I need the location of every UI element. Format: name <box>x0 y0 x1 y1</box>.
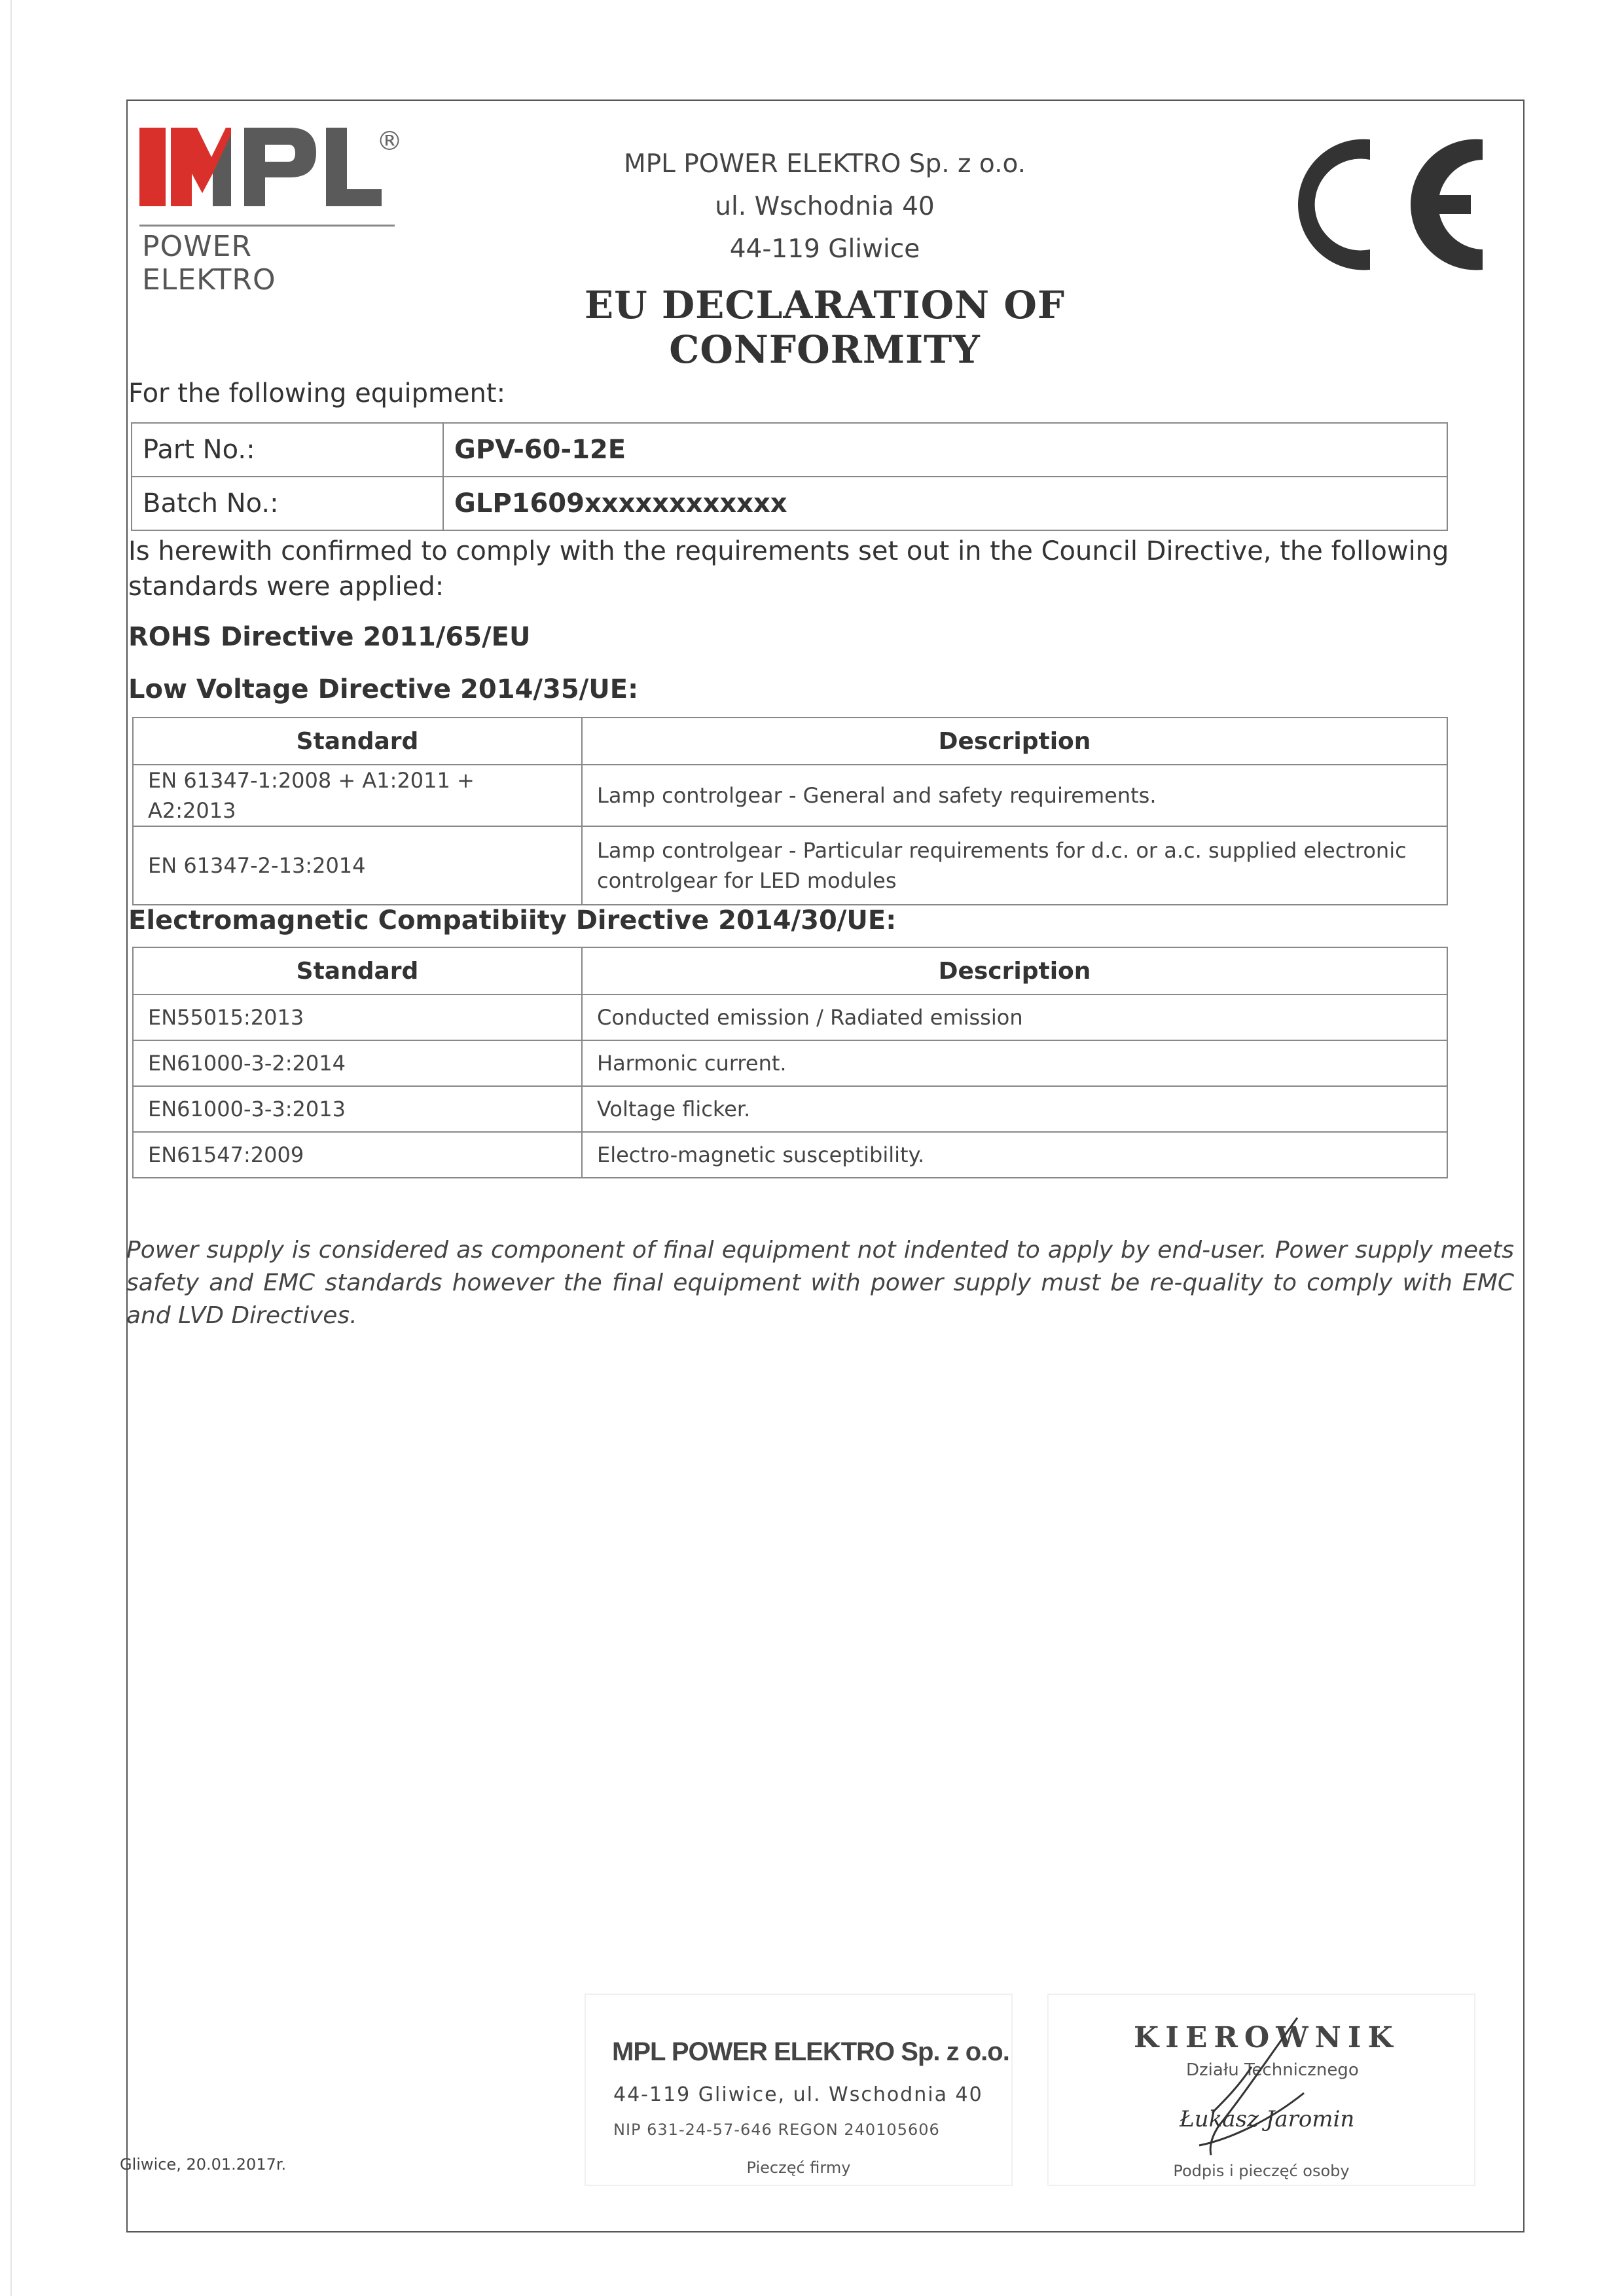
signature-block <box>1047 1994 1475 2186</box>
emc-standard-cell: EN61000-3-2:2014 <box>133 1040 582 1086</box>
company-stamp <box>585 1994 1013 2186</box>
logo-subtitle: POWER ELEKTRO <box>142 230 276 297</box>
scan-edge-line <box>10 0 12 2296</box>
logo-divider <box>139 225 395 227</box>
table-row <box>133 1086 1447 1132</box>
rohs-heading: ROHS Directive 2011/65/EU <box>128 622 531 652</box>
ce-mark-icon <box>1293 134 1489 275</box>
table-row <box>133 765 1447 826</box>
lvd-description-cell: Lamp controlgear - Particular requirements for d.c. or a.c. supplied electronic controlgear for LED modules <box>582 826 1447 905</box>
company-name: MPL POWER ELEKTRO Sp. z o.o. <box>623 149 1026 179</box>
emc-standard-cell: EN55015:2013 <box>133 994 582 1040</box>
company-street: ul. Wschodnia 40 <box>715 192 935 221</box>
lvd-heading: Low Voltage Directive 2014/35/UE: <box>128 674 639 704</box>
emc-standards-table <box>132 947 1448 1178</box>
lvd-description-cell: Lamp controlgear - General and safety requirements. <box>582 765 1447 826</box>
company-city: 44-119 Gliwice <box>729 234 920 264</box>
handwritten-signature-icon <box>1173 2014 1343 2165</box>
registered-mark: ® <box>376 126 403 156</box>
table-row <box>132 477 1447 530</box>
document-title: EU DECLARATION OF CONFORMITY <box>584 283 1066 372</box>
emc-heading: Electromagnetic Compatibiity Directive 2014/30/UE: <box>128 905 897 936</box>
batch-no-label: Batch No.: <box>132 477 443 530</box>
lvd-col-description: Description <box>582 718 1447 765</box>
batch-no-value: GLP1609xxxxxxxxxxxx <box>443 477 1447 530</box>
part-no-label: Part No.: <box>132 423 443 477</box>
place-date: Gliwice, 20.01.2017r. <box>120 2155 287 2174</box>
emc-standard-cell: EN61547:2009 <box>133 1132 582 1178</box>
emc-col-standard: Standard <box>133 947 582 994</box>
stamp-caption: Pieczęć firmy <box>746 2159 851 2177</box>
emc-description-cell: Voltage flicker. <box>582 1086 1447 1132</box>
table-row <box>133 1132 1447 1178</box>
table-header-row <box>133 947 1447 994</box>
table-row <box>132 423 1447 477</box>
signature-name: Łukasz Jaromin <box>1180 2106 1355 2132</box>
signature-department: Działu Technicznego <box>1186 2060 1359 2080</box>
lvd-standards-table <box>132 717 1448 905</box>
emc-col-description: Description <box>582 947 1447 994</box>
part-no-value: GPV-60-12E <box>443 423 1447 477</box>
table-row <box>133 994 1447 1040</box>
equipment-table <box>131 422 1448 531</box>
company-header <box>589 143 1060 270</box>
table-header-row <box>133 718 1447 765</box>
mpl-logo-mark <box>139 128 395 213</box>
company-logo <box>139 126 403 297</box>
lvd-standard-cell: EN 61347-1:2008 + A1:2011 + A2:2013 <box>133 765 582 826</box>
emc-standard-cell: EN61000-3-3:2013 <box>133 1086 582 1132</box>
table-row <box>133 826 1447 905</box>
stamp-registry: NIP 631-24-57-646 REGON 240105606 <box>613 2121 940 2139</box>
signature-caption: Podpis i pieczęć osoby <box>1173 2162 1350 2180</box>
confirm-text: Is herewith confirmed to comply with the requirements set out in the Council Directive, the following standards were applied: <box>128 536 1449 602</box>
emc-description-cell: Conducted emission / Radiated emission <box>582 994 1447 1040</box>
stamp-address: 44-119 Gliwice, ul. Wschodnia 40 <box>613 2083 983 2106</box>
disclaimer-note: Power supply is considered as component of final equipment not indented to apply by end-user. Power supply meets safety and EMC standards however the final equipment with power supply must be re-quality to comply with EMC and LVD Directives. <box>126 1237 1514 1329</box>
lvd-standard-cell: EN 61347-2-13:2014 <box>133 826 582 905</box>
stamp-company-name: MPL POWER ELEKTRO Sp. z o.o. <box>612 2037 1009 2066</box>
intro-text: For the following equipment: <box>128 378 506 409</box>
lvd-col-standard: Standard <box>133 718 582 765</box>
emc-description-cell: Harmonic current. <box>582 1040 1447 1086</box>
table-row <box>133 1040 1447 1086</box>
emc-description-cell: Electro-magnetic susceptibility. <box>582 1132 1447 1178</box>
signature-title: KIEROWNIK <box>1134 2021 1399 2054</box>
